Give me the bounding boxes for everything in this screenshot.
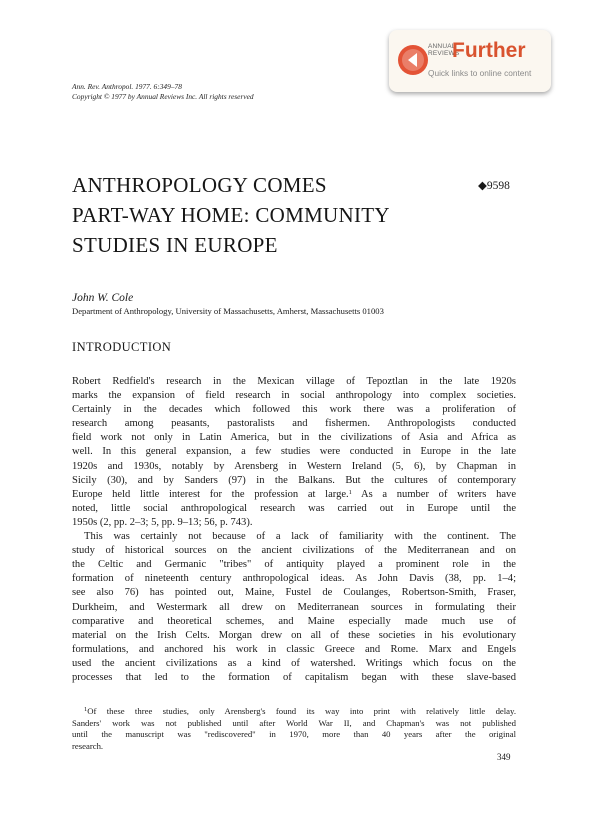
body-line: Robert Redfield's research in the Mexican village of Tepoztlan in the late 1920s bbox=[72, 376, 516, 387]
article-number: ◆9598 bbox=[478, 180, 510, 192]
section-heading: INTRODUCTION bbox=[72, 340, 172, 354]
citation-line: Ann. Rev. Anthropol. 1977. 6:349–78 bbox=[72, 82, 182, 91]
title-line: PART-WAY HOME: COMMUNITY bbox=[72, 203, 390, 227]
footnote-line: research. bbox=[72, 740, 104, 751]
body-line: comparative and theoretical schemes, and Maine especially made much use of bbox=[72, 615, 516, 627]
author-affiliation: Department of Anthropology, University of Massachusetts, Amherst, Massachusetts 01003 bbox=[72, 306, 384, 316]
banner-brand: ANNUAL REVIEWS bbox=[428, 43, 460, 57]
body-line: used the ancient civilizations as a kind of watershed. Writings which focus on the bbox=[72, 657, 516, 669]
banner-further: Further bbox=[452, 39, 526, 62]
body-line: well. In this general expansion, a few studies were conducted in Europe in the late bbox=[72, 446, 516, 458]
banner-subtitle: Quick links to online content bbox=[428, 68, 532, 78]
body-line: 1950s (2, pp. 2–3; 5, pp. 9–13; 56, p. 743). bbox=[72, 516, 253, 528]
footnote-line: Sanders' work was not published until after World War II, and Chapman's was not published bbox=[72, 717, 516, 728]
play-arrow-icon bbox=[398, 45, 428, 75]
body-line: formulations, and anchored his work in classic Greece and Rome. Marx and Engels bbox=[72, 643, 516, 655]
title-line: ANTHROPOLOGY COMES bbox=[72, 173, 327, 197]
page-number: 349 bbox=[497, 752, 511, 762]
article-title bbox=[72, 170, 472, 260]
author-name: John W. Cole bbox=[72, 292, 134, 304]
body-line-with-footnote bbox=[72, 488, 516, 502]
body-line: field work not only in Latin America, but in the civilizations of Asia and Africa as bbox=[72, 432, 516, 444]
body-line: processes that led to the formation of capitalism began with these slave-based bbox=[72, 671, 516, 683]
body-line: material on the Irish Celts. Morgan drew on all of these societies in his evolutionary bbox=[72, 629, 516, 641]
body-line: study of historical sources on the ancient civilizations of the Mediterranean and on bbox=[72, 545, 516, 557]
body-line: noted, little social anthropological research was carried out in Europe until the bbox=[72, 502, 516, 514]
body-line: 1920s and 1930s, notably by Arensberg in Western Ireland (5, 6), by Chapman in bbox=[72, 460, 516, 472]
body-line: see also 76) has pointed out, Maine, Fustel de Coulanges, Robertson-Smith, Fraser, bbox=[72, 587, 516, 599]
body-line-text: Europe held little interest for the profession at large. bbox=[72, 488, 349, 500]
body-text bbox=[72, 375, 516, 685]
title-line: STUDIES IN EUROPE bbox=[72, 233, 278, 257]
citation-header bbox=[72, 82, 254, 102]
footnote-line: until the manuscript was "rediscovered" in 1970, more than 40 years after the original bbox=[72, 729, 516, 739]
body-line: Durkheim, and Westermark all drew on Mediterranean sources in formulating their bbox=[72, 601, 516, 613]
footnote bbox=[72, 706, 516, 752]
body-line: Certainly in the decades which followed this work there was a proliferation of bbox=[72, 404, 516, 416]
body-line: the Celtic and Germanic "tribes" of antiquity played a prominent role in the bbox=[72, 559, 516, 571]
footnote-marker: 1 bbox=[84, 706, 88, 713]
footnote-marker: 1 bbox=[348, 488, 352, 496]
copyright-line: Copyright © 1977 by Annual Reviews Inc. All rights reserved bbox=[72, 92, 254, 101]
body-line: formation of nineteenth century anthropological ideas. As John Davis (38, pp. 1–4; bbox=[72, 573, 516, 585]
body-line: research among peasants, pastoralists and fishermen. Anthropologists conducted bbox=[72, 418, 516, 430]
body-line: marks the expansion of field research in social anthropology into complex societies. bbox=[72, 390, 516, 402]
footnote-line: $^1$Of these three studies, only Arensberg's found its way into print with relatively little delay. bbox=[84, 706, 516, 716]
further-banner[interactable] bbox=[389, 30, 551, 92]
body-line: Sicily (30), and by Sanders (97) in the Balkans. But the cultures of contemporary bbox=[72, 474, 516, 486]
body-line: This was certainly not because of a lack of familiarity with the continent. The bbox=[84, 531, 516, 543]
body-line-tail: As a number of writers have bbox=[351, 488, 517, 500]
